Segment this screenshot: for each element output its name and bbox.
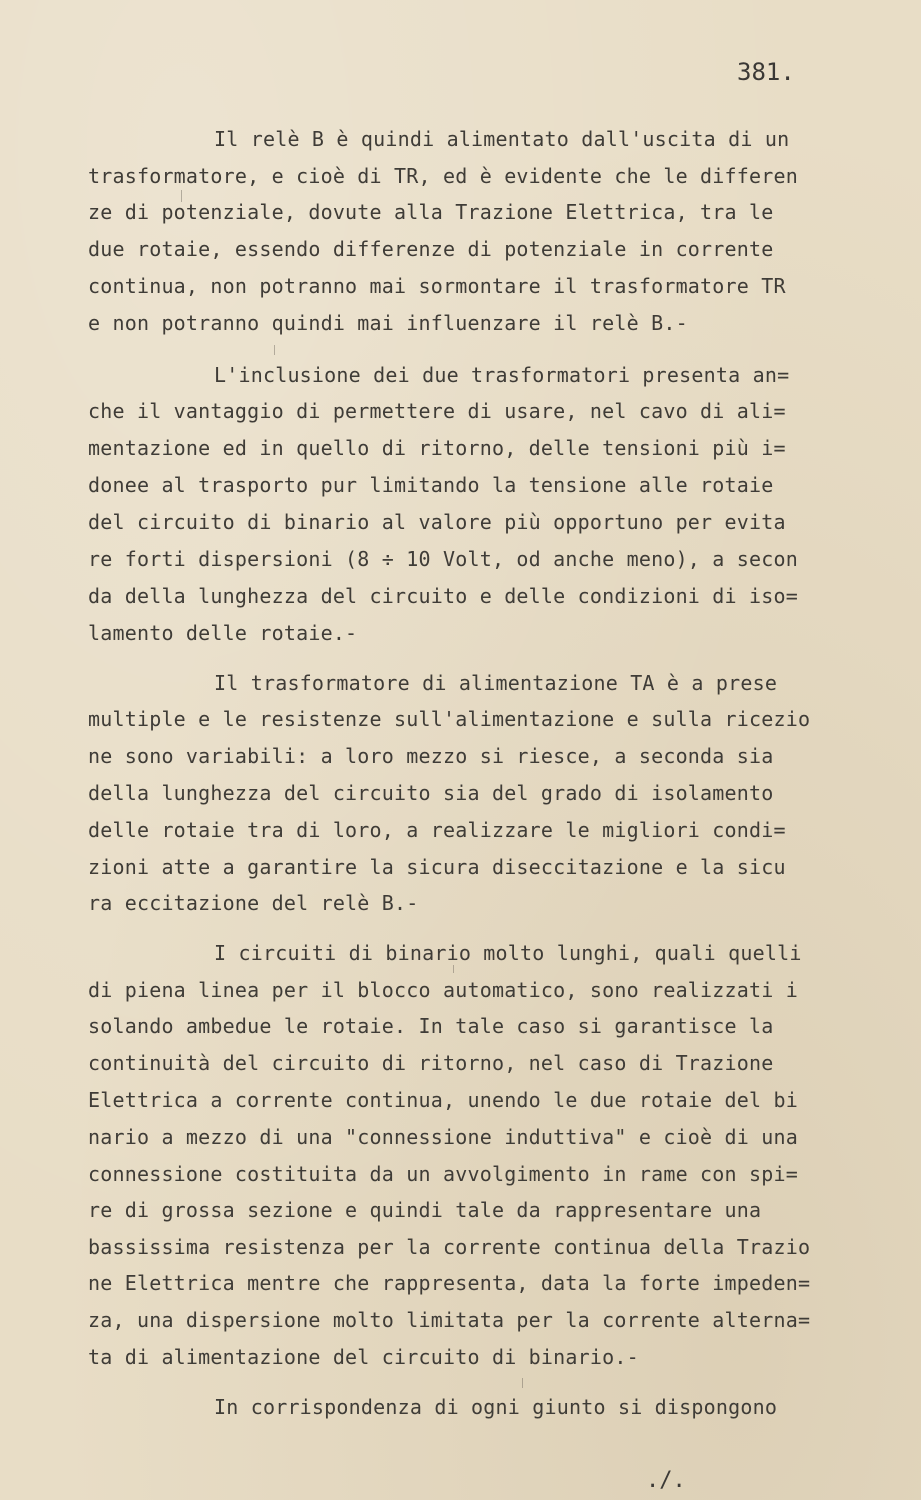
paper-speck [274,345,275,355]
text-line: L'inclusione dei due trasformatori presenta an= [214,363,790,387]
text-line: continuità del circuito di ritorno, nel caso di Trazione [88,1051,774,1075]
paper-speck [522,1378,523,1388]
text-line: multiple e le resistenze sull'alimentazione e sulla ricezio [88,707,811,731]
text-line: nario a mezzo di una "connessione induttiva" e cioè di una [88,1125,798,1149]
text-line: Elettrica a corrente continua, unendo le due rotaie del bi [88,1088,798,1112]
text-line: delle rotaie tra di loro, a realizzare le migliori condi= [88,818,786,842]
text-line: di piena linea per il blocco automatico, sono realizzati i [88,978,798,1002]
text-line: solando ambedue le rotaie. In tale caso si garantisce la [88,1014,774,1038]
text-line: lamento delle rotaie.- [88,621,358,645]
text-line: da della lunghezza del circuito e delle condizioni di iso= [88,584,798,608]
text-line: connessione costituita da un avvolgimento in rame con spi= [88,1162,798,1186]
text-line: bassissima resistenza per la corrente continua della Trazio [88,1235,811,1259]
paper-speck [181,190,182,202]
text-line: trasformatore, e cioè di TR, ed è evidente che le differen [88,164,798,188]
text-line: e non potranno quindi mai influenzare il relè B.- [88,311,688,335]
text-line: In corrispondenza di ogni giunto si dispongono [214,1395,778,1419]
text-line: ne Elettrica mentre che rappresenta, data la forte impeden= [88,1271,811,1295]
text-line: re forti dispersioni (8 ÷ 10 Volt, od anche meno), a secon [88,547,798,571]
text-line: della lunghezza del circuito sia del grado di isolamento [88,781,774,805]
text-line: Il relè B è quindi alimentato dall'uscita di un [214,127,790,151]
text-line: ze di potenziale, dovute alla Trazione Elettrica, tra le [88,200,774,224]
text-line: I circuiti di binario molto lunghi, quali quelli [214,941,802,965]
text-line: due rotaie, essendo differenze di potenziale in corrente [88,237,774,261]
continuation-mark: ./. [646,1468,686,1493]
text-line: mentazione ed in quello di ritorno, delle tensioni più i= [88,436,786,460]
page-number: 381. [737,58,795,86]
text-line: Il trasformatore di alimentazione TA è a prese [214,671,778,695]
text-line: ne sono variabili: a loro mezzo si riesce, a seconda sia [88,744,774,768]
text-line: che il vantaggio di permettere di usare, nel cavo di ali= [88,399,786,423]
text-line: re di grossa sezione e quindi tale da rappresentare una [88,1198,762,1222]
text-line: donee al trasporto pur limitando la tensione alle rotaie [88,473,774,497]
text-line: ta di alimentazione del circuito di binario.- [88,1345,639,1369]
paper-speck [453,965,454,973]
text-line: za, una dispersione molto limitata per la corrente alterna= [88,1308,811,1332]
text-line: continua, non potranno mai sormontare il trasformatore TR [88,274,786,298]
text-line: del circuito di binario al valore più opportuno per evita [88,510,786,534]
text-line: ra eccitazione del relè B.- [88,891,419,915]
text-line: zioni atte a garantire la sicura diseccitazione e la sicu [88,855,786,879]
